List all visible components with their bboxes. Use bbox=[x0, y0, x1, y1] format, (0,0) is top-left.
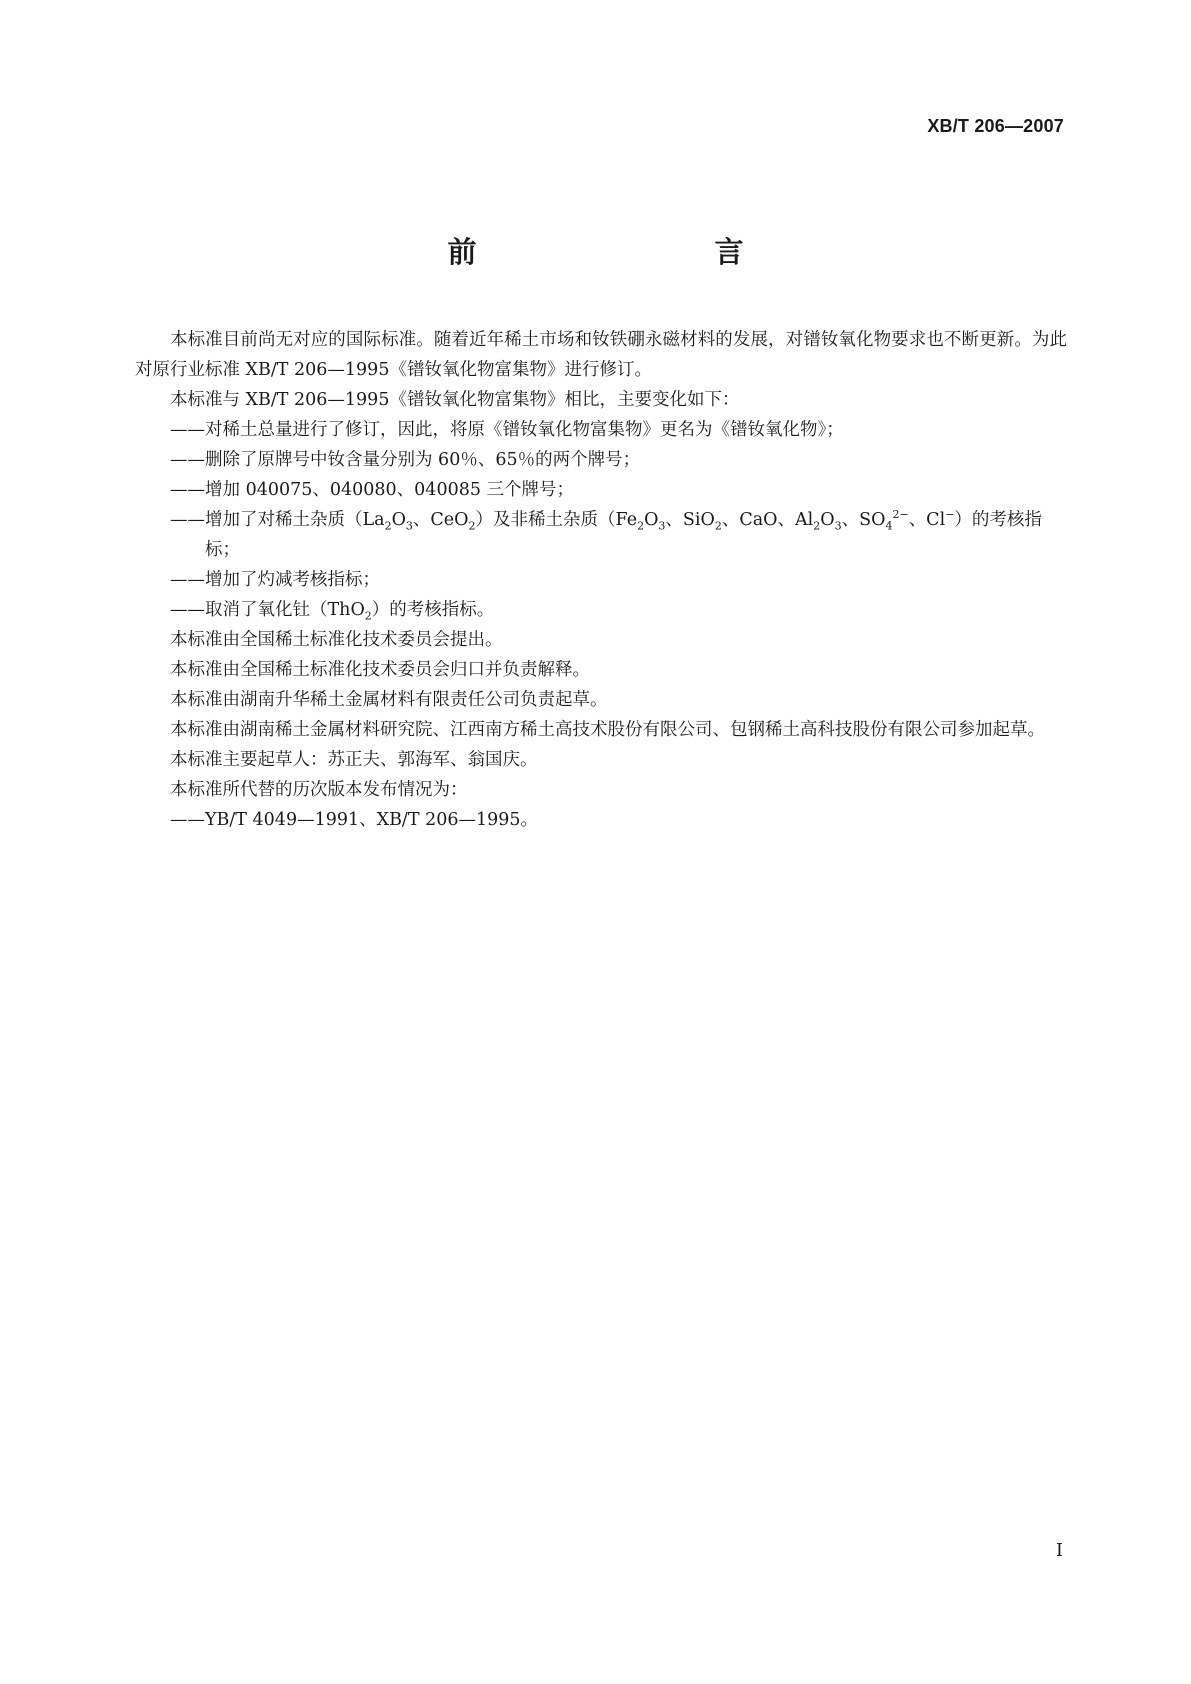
paragraph-proposed-by: 本标准由全国稀土标准化技术委员会提出。 bbox=[170, 630, 503, 650]
text-segment: ）及非稀土杂质（Fe bbox=[475, 510, 638, 530]
foreword-body bbox=[135, 325, 1067, 835]
subscript: 2 bbox=[637, 519, 645, 533]
change-item-add-grades: ——增加 040075、040080、040085 三个牌号； bbox=[170, 480, 575, 500]
subscript: 2 bbox=[364, 609, 372, 623]
text-segment: ）的考核指标； bbox=[205, 510, 1042, 560]
superscript: − bbox=[945, 508, 955, 522]
subscript: 2 bbox=[468, 519, 476, 533]
text-segment: 、SO bbox=[841, 510, 886, 530]
text-segment: 、CeO bbox=[412, 510, 469, 530]
change-item-impurity-indicators bbox=[135, 505, 1067, 565]
paragraph-main-drafters: 本标准主要起草人：苏正夫、郭海军、翁国庆。 bbox=[170, 750, 538, 770]
paragraph-previous-editions: 本标准所代替的历次版本发布情况为： bbox=[170, 780, 468, 800]
subscript: 3 bbox=[405, 519, 413, 533]
text-segment: 、SiO bbox=[665, 510, 715, 530]
text-segment: 、Cl bbox=[908, 510, 946, 530]
text-segment: ）的考核指标。 bbox=[371, 600, 495, 620]
subscript: 3 bbox=[834, 519, 842, 533]
paragraph-drafted-by: 本标准由湖南升华稀土金属材料有限责任公司负责起草。 bbox=[170, 690, 608, 710]
standard-code-header: XB/T 206—2007 bbox=[927, 116, 1064, 136]
text-segment: ——取消了氧化钍（ThO bbox=[170, 600, 365, 620]
change-item-remove-tho2 bbox=[135, 595, 1067, 625]
previous-editions-item: ——YB/T 4049—1991、XB/T 206—1995。 bbox=[170, 810, 539, 830]
change-item-total-rare-earth: ——对稀土总量进行了修订，因此，将原《镨钕氧化物富集物》更名为《镨钕氧化物》； bbox=[170, 420, 844, 440]
subscript: 2 bbox=[384, 519, 392, 533]
change-item-delete-grades: ——删除了原牌号中钕含量分别为 60％、65％的两个牌号； bbox=[170, 450, 641, 470]
change-item-ignition-loss: ——增加了灼减考核指标； bbox=[170, 570, 380, 590]
page-number: I bbox=[1055, 1540, 1063, 1561]
subscript: 4 bbox=[885, 519, 893, 533]
superscript: 2− bbox=[892, 508, 909, 522]
paragraph-participating-drafters: 本标准由湖南稀土金属材料研究院、江西南方稀土高技术股份有限公司、包钢稀土高科技股份有限公司参加起草。 bbox=[170, 720, 1045, 740]
text-segment: O bbox=[820, 510, 835, 530]
paragraph-intro: 本标准目前尚无对应的国际标准。随着近年稀土市场和钕铁硼永磁材料的发展，对镨钕氧化物要求也不断更新。为此对原行业标准 XB/T 206—1995《镨钕氧化物富集物》进行修订。 bbox=[135, 330, 1067, 380]
subscript: 2 bbox=[714, 519, 722, 533]
paragraph-administered-by: 本标准由全国稀土标准化技术委员会归口并负责解释。 bbox=[170, 660, 590, 680]
subscript: 2 bbox=[813, 519, 821, 533]
page-title: 前 言 bbox=[447, 235, 804, 269]
text-segment: O bbox=[391, 510, 406, 530]
text-segment: ——增加了对稀土杂质（La bbox=[170, 510, 385, 530]
subscript: 3 bbox=[658, 519, 666, 533]
text-segment: 、CaO、Al bbox=[721, 510, 814, 530]
paragraph-changes: 本标准与 XB/T 206—1995《镨钕氧化物富集物》相比，主要变化如下： bbox=[170, 390, 740, 410]
text-segment: O bbox=[644, 510, 659, 530]
